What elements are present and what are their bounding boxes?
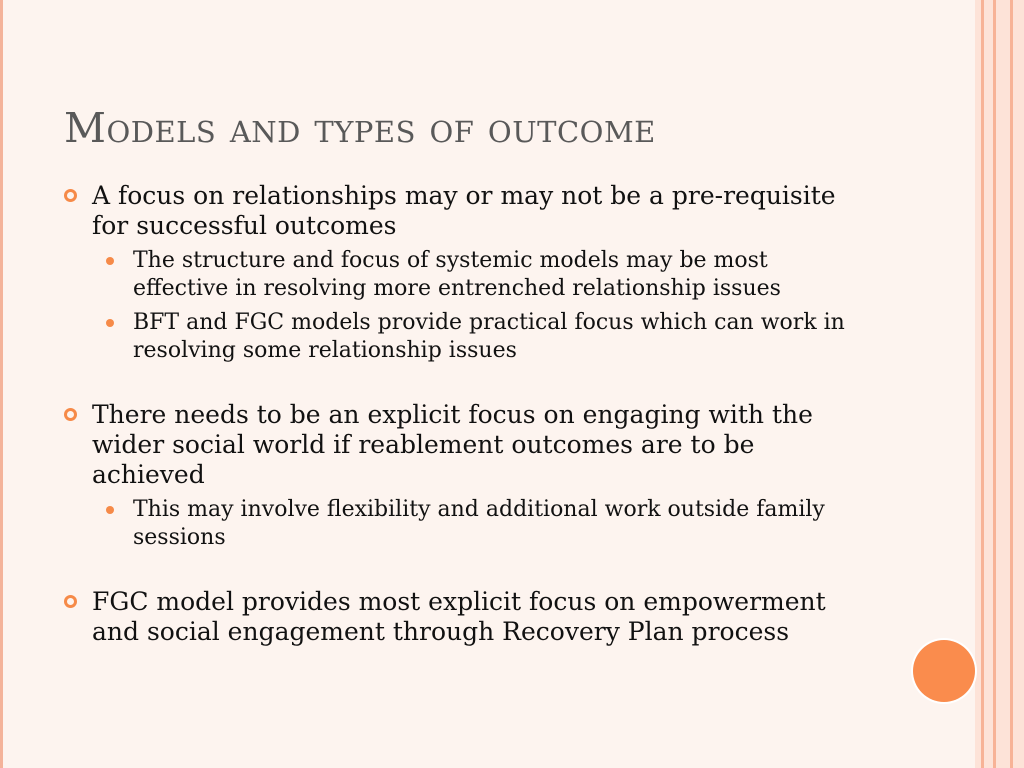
- dot-bullet-icon: [106, 506, 114, 514]
- sub-bullet-item: [64, 247, 864, 303]
- slide-title: Models and types of outcome: [64, 104, 656, 152]
- decorative-stripe: [1013, 0, 1024, 768]
- sub-bullet-item: [64, 496, 864, 552]
- bullet-text: FGC model provides most explicit focus on empowerment and social engagement through Recovery Plan process: [92, 587, 826, 646]
- bullet-text: There needs to be an explicit focus on engaging with the wider social world if reablement outcomes are to be achieved: [92, 400, 813, 489]
- bullet-text: A focus on relationships may or may not be a pre-requisite for successful outcomes: [92, 181, 836, 240]
- slide-content: [64, 181, 864, 647]
- sub-bullet-text: BFT and FGC models provide practical focus which can work in resolving some relationship issues: [133, 310, 845, 363]
- ring-bullet-icon: [64, 189, 77, 202]
- sub-bullet-text: This may involve flexibility and additional work outside family sessions: [133, 497, 825, 550]
- bullet-item: [64, 181, 864, 241]
- decorative-stripe: [996, 0, 1010, 768]
- sub-bullet-item: [64, 309, 864, 365]
- sub-bullet-text: The structure and focus of systemic models may be most effective in resolving more entrenched relationship issues: [133, 248, 781, 301]
- bullet-item: [64, 400, 864, 490]
- ring-bullet-icon: [64, 408, 77, 421]
- dot-bullet-icon: [106, 257, 114, 265]
- dot-bullet-icon: [106, 319, 114, 327]
- bullet-item: [64, 587, 864, 647]
- decorative-orange-circle: [913, 640, 975, 702]
- decorative-stripe: [984, 0, 993, 768]
- ring-bullet-icon: [64, 595, 77, 608]
